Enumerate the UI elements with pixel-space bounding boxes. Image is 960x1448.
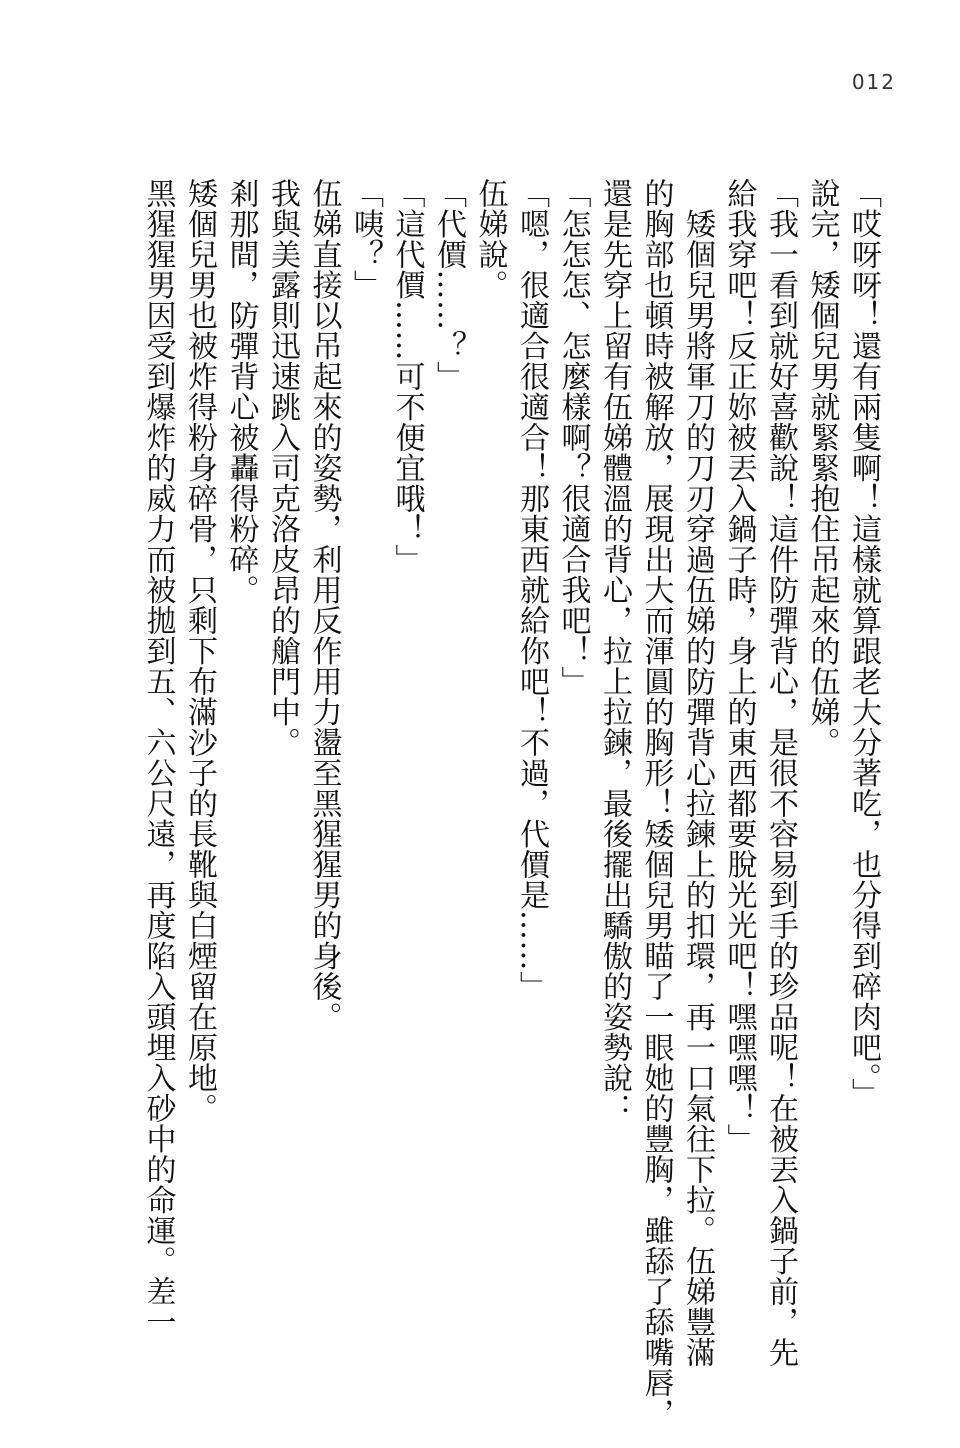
text-line: 矮個兒男也被炸得粉身碎骨，只剩下布滿沙子的長靴與白煙留在原地。 xyxy=(182,178,217,1124)
body-text xyxy=(137,178,884,1429)
text-line: 「咦？」 xyxy=(348,178,383,300)
text-line: 說完，矮個兒男就緊緊抱住吊起來的伍娣。 xyxy=(804,178,840,758)
text-line: 「代價……？」 xyxy=(431,178,466,392)
text-line: 「這代價……可不便宜哦！」 xyxy=(389,178,425,575)
text-line: 伍娣說。 xyxy=(472,178,508,300)
text-line: 的胸部也頓時被解放，展現出大而渾圓的胸形！矮個兒男瞄了一眼她的豐胸，雖舔了舔嘴唇， xyxy=(638,178,674,1429)
text-line: 「怎怎怎、怎麼樣啊？很適合我吧！」 xyxy=(555,178,591,697)
page-number: 012 xyxy=(851,70,896,94)
text-line: 伍娣直接以吊起來的姿勢，利用反作用力盪至黑猩猩男的身後。 xyxy=(306,178,342,1032)
text-line: 「哎呀呀！還有兩隻啊！這樣就算跟老大分著吃，也分得到碎肉吧。」 xyxy=(846,178,881,1109)
text-line: 黑猩猩男因受到爆炸的威力而被拋到五、六公尺遠，再度陷入頭埋入砂中的命運。差一 xyxy=(140,178,176,1337)
text-line: 「我一看到就好喜歡說！這件防彈背心，是很不容易到手的珍品呢！在被丟入鍋子前，先 xyxy=(763,178,798,1368)
text-line: 我與美露則迅速跳入司克洛皮昂的艙門中。 xyxy=(265,178,300,758)
text-line: 矮個兒男將軍刀的刀刃穿過伍娣的防彈背心拉鍊上的扣環，再一口氣往下拉。伍娣豐滿 xyxy=(680,178,715,1368)
text-line: 給我穿吧！反正妳被丟入鍋子時，身上的東西都要脫光光吧！嘿嘿嘿！」 xyxy=(721,178,757,1154)
text-line: 「嗯，很適合很適合！那東西就給你吧！不過，代價是……」 xyxy=(514,178,549,1002)
text-line: 剎那間，防彈背心被轟得粉碎。 xyxy=(223,178,259,605)
text-line: 還是先穿上留有伍娣體溫的背心，拉上拉鍊，最後擺出驕傲的姿勢說： xyxy=(597,178,632,1124)
